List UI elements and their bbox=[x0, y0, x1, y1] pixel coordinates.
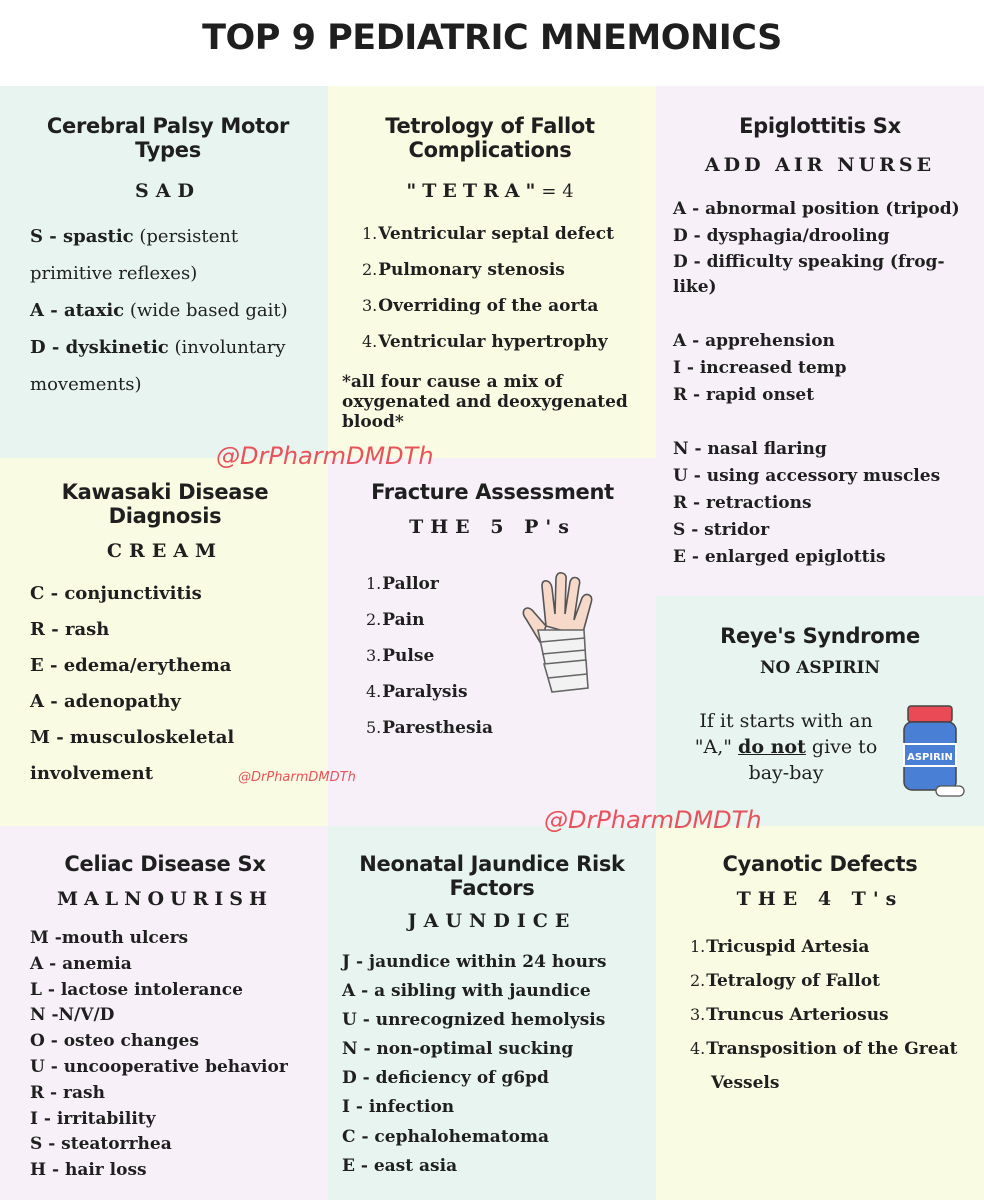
list-item: D - dysphagia/drooling bbox=[673, 226, 890, 246]
list-item: 3.Truncus Arteriosus bbox=[690, 1005, 889, 1025]
watermark-1: @DrPharmDMDTh bbox=[216, 442, 434, 470]
list-item: 4.Transposition of the Great Vessels bbox=[690, 1039, 958, 1093]
list-item: N - non-optimal sucking bbox=[342, 1039, 574, 1060]
list-item: M - musculoskeletal involvement bbox=[30, 727, 235, 784]
list-item: U - unrecognized hemolysis bbox=[342, 1010, 606, 1031]
tetralogy-title: Tetrology of Fallot Complications bbox=[385, 114, 595, 162]
celiac-list bbox=[30, 926, 320, 1184]
list-item: A - a sibling with jaundice bbox=[342, 981, 591, 1002]
list-item: I - increased temp bbox=[673, 358, 847, 378]
aspirin-bottle-icon bbox=[896, 702, 972, 802]
fracture-mnemonic: THE 5 P's bbox=[409, 516, 576, 538]
kawasaki-title: Kawasaki Disease Diagnosis bbox=[61, 480, 269, 528]
cyanotic-list bbox=[690, 930, 970, 1100]
fracture-list bbox=[366, 566, 536, 746]
cerebral-title: Cerebral Palsy Motor Types bbox=[46, 114, 290, 162]
epiglottitis-title: Epiglottitis Sx bbox=[739, 114, 901, 138]
list-item: E - edema/erythema bbox=[30, 655, 232, 676]
cerebral-mnemonic: SAD bbox=[135, 180, 201, 202]
list-item: 3.Pulse bbox=[366, 646, 435, 666]
jaundice-mnemonic: JAUNDICE bbox=[407, 910, 577, 932]
watermark-2: @DrPharmDMDTh bbox=[238, 770, 356, 785]
list-item: R - rapid onset bbox=[673, 385, 815, 405]
list-item: N -N/V/D bbox=[30, 1005, 115, 1026]
cyanotic-mnemonic: THE 4 T's bbox=[736, 888, 904, 910]
epiglottitis-list bbox=[673, 196, 973, 571]
celiac-title: Celiac Disease Sx bbox=[64, 852, 266, 876]
fracture-title: Fracture Assessment bbox=[371, 480, 614, 504]
list-item: C - conjunctivitis bbox=[30, 583, 202, 604]
list-item: S - steatorrhea bbox=[30, 1134, 172, 1155]
list-item: 4.Ventricular hypertrophy bbox=[362, 332, 608, 352]
list-item: D - deficiency of g6pd bbox=[342, 1068, 549, 1089]
cyanotic-title: Cyanotic Defects bbox=[722, 852, 918, 876]
list-item: A - ataxic (wide based gait) bbox=[30, 300, 288, 321]
list-item: N - nasal flaring bbox=[673, 439, 827, 459]
list-item: A - apprehension bbox=[673, 331, 835, 351]
tetralogy-mnemonic-row bbox=[345, 180, 635, 202]
list-item: R - retractions bbox=[673, 493, 812, 513]
list-item: 4.Paralysis bbox=[366, 682, 468, 702]
list-item: 3.Overriding of the aorta bbox=[362, 296, 599, 316]
tetralogy-note: *all four cause a mix of oxygenated and deoxygenated blood* bbox=[342, 372, 628, 432]
reye-title: Reye's Syndrome bbox=[720, 624, 920, 648]
tetralogy-mnemonic: "TETRA" bbox=[406, 180, 542, 202]
cerebral-list bbox=[30, 218, 310, 403]
list-item: E - enlarged epiglottis bbox=[673, 547, 886, 567]
list-item: U - using accessory muscles bbox=[673, 466, 941, 486]
list-item: H - hair loss bbox=[30, 1160, 147, 1181]
list-item: R - rash bbox=[30, 1082, 105, 1103]
list-item: A - abnormal position (tripod) bbox=[673, 199, 960, 219]
bottle-label: ASPIRIN bbox=[907, 752, 953, 763]
list-item: C - cephalohematoma bbox=[342, 1126, 550, 1147]
list-item: M -mouth ulcers bbox=[30, 928, 189, 948]
list-item: I - irritability bbox=[30, 1108, 156, 1129]
list-item: D - dyskinetic (involuntary movements) bbox=[30, 337, 286, 395]
reye-subtitle: NO ASPIRIN bbox=[759, 658, 881, 678]
list-item: 2.Pulmonary stenosis bbox=[362, 260, 565, 280]
list-item: E - east asia bbox=[342, 1155, 458, 1176]
jaundice-list bbox=[342, 948, 642, 1181]
list-item: D - difficulty speaking (frog-like) bbox=[673, 252, 945, 297]
bandaged-hand-icon bbox=[512, 564, 602, 694]
list-item: A - adenopathy bbox=[30, 691, 181, 712]
kawasaki-list bbox=[30, 576, 310, 792]
list-item: 1.Tricuspid Artesia bbox=[690, 937, 870, 957]
list-item: I - infection bbox=[342, 1097, 455, 1118]
list-item: S - spastic (persistent primitive reflexes) bbox=[30, 226, 239, 284]
list-item: U - uncooperative behavior bbox=[30, 1056, 288, 1077]
list-item: 2.Pain bbox=[366, 610, 425, 630]
watermark-3: @DrPharmDMDTh bbox=[544, 806, 762, 834]
list-item: 1.Pallor bbox=[366, 574, 439, 594]
page-title: TOP 9 PEDIATRIC MNEMONICS bbox=[202, 18, 782, 58]
reye-emphasis: do not bbox=[738, 736, 806, 758]
list-item: 2.Tetralogy of Fallot bbox=[690, 971, 880, 991]
list-item: O - osteo changes bbox=[30, 1031, 199, 1052]
reye-text: If it starts with an "A," do not give to bay-bay bbox=[694, 710, 878, 784]
tetralogy-mnemonic-suffix: = 4 bbox=[541, 181, 574, 202]
tetralogy-list bbox=[362, 216, 652, 360]
list-item: J - jaundice within 24 hours bbox=[342, 952, 607, 972]
list-item: A - anemia bbox=[30, 953, 132, 974]
kawasaki-mnemonic: CREAM bbox=[106, 540, 224, 562]
list-item: 5.Paresthesia bbox=[366, 718, 494, 738]
list-item: S - stridor bbox=[673, 520, 770, 540]
epiglottitis-mnemonic: ADD AIR NURSE bbox=[704, 154, 936, 176]
list-item: L - lactose intolerance bbox=[30, 979, 243, 1000]
list-item: R - rash bbox=[30, 619, 110, 640]
list-item: 1.Ventricular septal defect bbox=[362, 224, 614, 244]
jaundice-title: Neonatal Jaundice Risk Factors bbox=[359, 852, 625, 900]
celiac-mnemonic: MALNOURISH bbox=[57, 888, 273, 910]
